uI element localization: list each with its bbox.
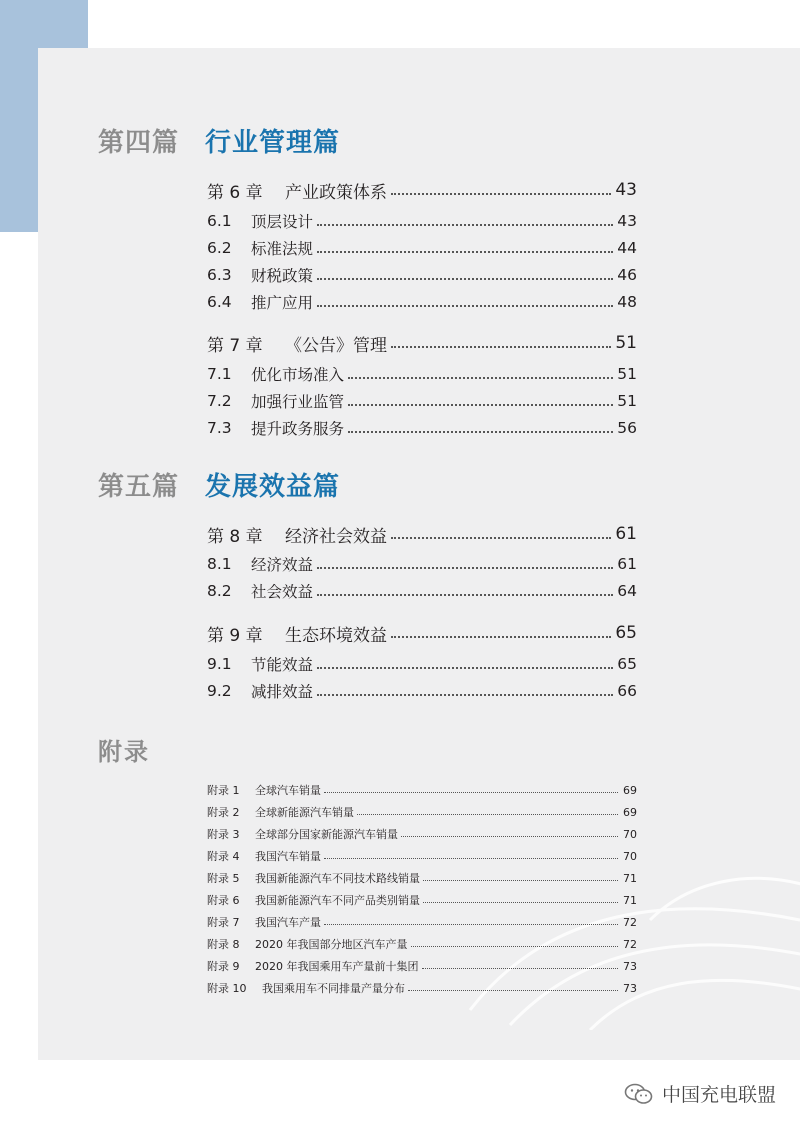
leader-dots (324, 857, 618, 859)
appendix-heading: 附录 (98, 738, 150, 766)
appendix-item[interactable]: 附录 4 我国汽车销量 70 (207, 849, 637, 863)
appendix-item[interactable]: 附录 1 全球汽车销量 69 (207, 783, 637, 797)
watermark: 中国充电联盟 (624, 1080, 776, 1107)
leader-dots (391, 192, 611, 195)
toc-chapter[interactable]: 第 7 章 《公告》管理 51 (207, 333, 637, 356)
leader-dots (422, 967, 619, 969)
leader-dots (348, 376, 613, 379)
side-tab (0, 0, 38, 232)
toc-section[interactable]: 9.2 减排效益 66 (207, 682, 637, 701)
leader-dots (324, 791, 618, 793)
wechat-icon (624, 1082, 654, 1106)
leader-dots (423, 901, 618, 903)
part-heading: 第五篇 发展效益篇 (98, 472, 341, 502)
toc-section[interactable]: 7.1 优化市场准入 51 (207, 365, 637, 384)
leader-dots (408, 989, 618, 991)
appendix-item[interactable]: 附录 9 2020 年我国乘用车产量前十集团 73 (207, 959, 637, 973)
appendix-item[interactable]: 附录 6 我国新能源汽车不同产品类别销量 71 (207, 893, 637, 907)
leader-dots (411, 945, 619, 947)
toc-section[interactable]: 8.1 经济效益 61 (207, 555, 637, 574)
toc-section[interactable]: 8.2 社会效益 64 (207, 582, 637, 601)
leader-dots (317, 223, 613, 226)
leader-dots (357, 813, 618, 815)
appendix-item[interactable]: 附录 7 我国汽车产量 72 (207, 915, 637, 929)
side-tab-top (38, 0, 88, 48)
toc-section[interactable]: 7.3 提升政务服务 56 (207, 419, 637, 438)
toc-section[interactable]: 6.2 标准法规 44 (207, 239, 637, 258)
appendix-item[interactable]: 附录 2 全球新能源汽车销量 69 (207, 805, 637, 819)
leader-dots (317, 593, 613, 596)
appendix-item[interactable]: 附录 10 我国乘用车不同排量产量分布 73 (207, 981, 637, 995)
leader-dots (391, 635, 611, 638)
toc-section[interactable]: 7.2 加强行业监管 51 (207, 392, 637, 411)
leader-dots (317, 250, 613, 253)
toc-section[interactable]: 6.1 顶层设计 43 (207, 212, 637, 231)
appendix-item[interactable]: 附录 3 全球部分国家新能源汽车销量 70 (207, 827, 637, 841)
appendix-item[interactable]: 附录 5 我国新能源汽车不同技术路线销量 71 (207, 871, 637, 885)
toc-chapter[interactable]: 第 8 章 经济社会效益 61 (207, 524, 637, 547)
leader-dots (423, 879, 618, 881)
toc-section[interactable]: 6.3 财税政策 46 (207, 266, 637, 285)
toc-chapter[interactable]: 第 9 章 生态环境效益 65 (207, 623, 637, 646)
leader-dots (391, 536, 611, 539)
leader-dots (401, 835, 618, 837)
leader-dots (317, 277, 613, 280)
leader-dots (317, 666, 613, 669)
appendix-item[interactable]: 附录 8 2020 年我国部分地区汽车产量 72 (207, 937, 637, 951)
toc-section[interactable]: 6.4 推广应用 48 (207, 293, 637, 312)
leader-dots (391, 345, 611, 348)
toc-chapter[interactable]: 第 6 章 产业政策体系 43 (207, 180, 637, 203)
leader-dots (324, 923, 618, 925)
toc-page (38, 48, 800, 1060)
leader-dots (348, 430, 613, 433)
leader-dots (348, 403, 613, 406)
part-heading: 第四篇 行业管理篇 (98, 128, 341, 158)
leader-dots (317, 304, 613, 307)
leader-dots (317, 693, 613, 696)
leader-dots (317, 566, 613, 569)
toc-section[interactable]: 9.1 节能效益 65 (207, 655, 637, 674)
